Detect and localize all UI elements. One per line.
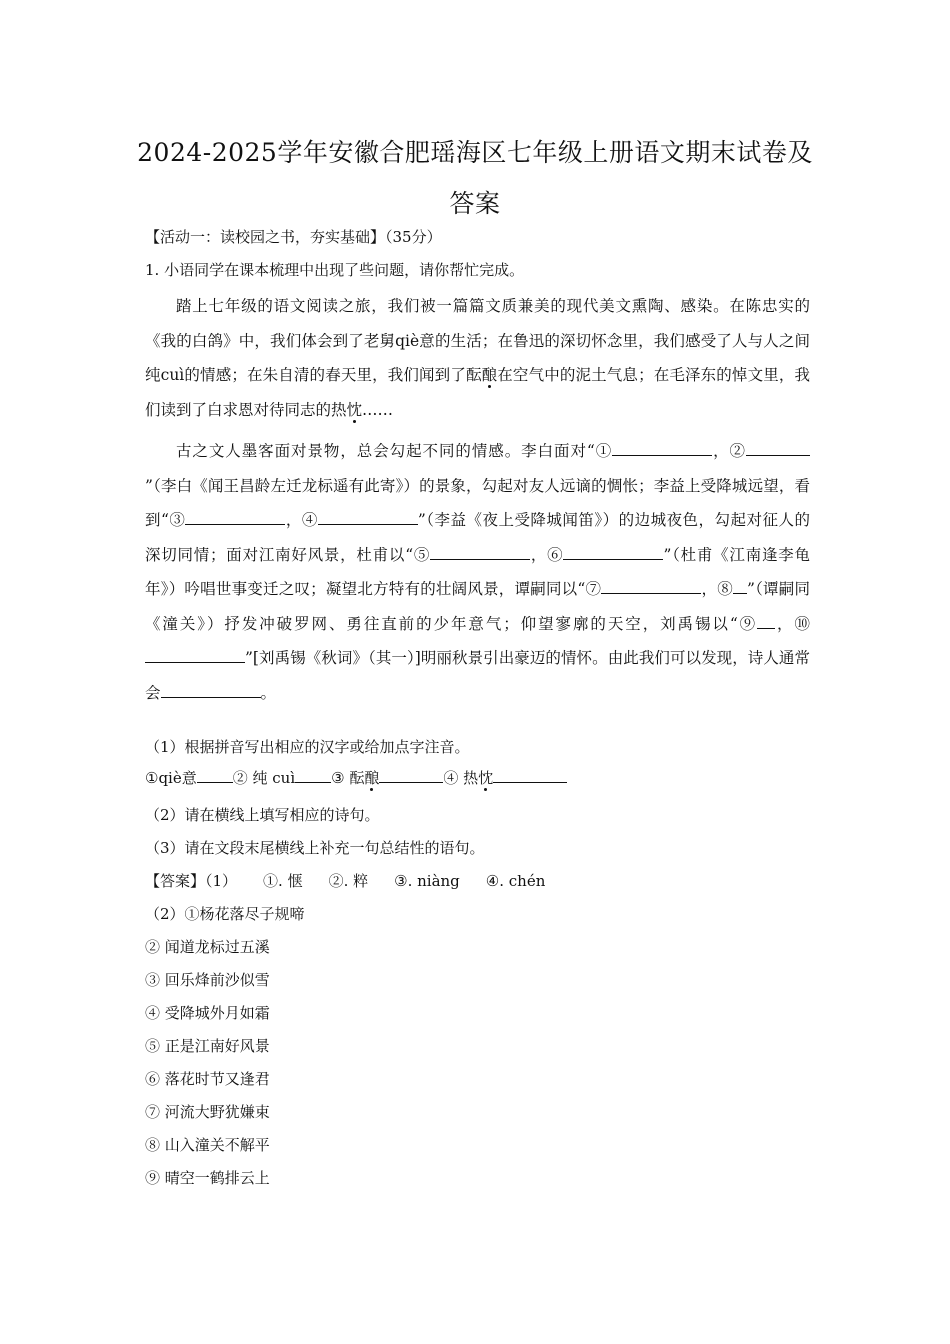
paragraph-1-text-c: …… xyxy=(362,400,394,419)
item-4-blank[interactable] xyxy=(493,766,567,783)
paragraph-2-text-1: 古之文人墨客面对景物，总会勾起不同的情感。李白面对“① xyxy=(176,442,613,460)
item-4-label: ④ 热 xyxy=(443,769,479,787)
paragraph-2-text-12: 。 xyxy=(260,683,277,702)
blank-5[interactable] xyxy=(430,543,530,560)
paragraph-2-text-5: ”（李益《夜上受降城闻笛》）的边城夜色，勾起对征人的深切同情；面对江南好风景，杜甫以“⑤ xyxy=(145,511,810,564)
item-2-blank[interactable] xyxy=(295,766,331,783)
blank-3[interactable] xyxy=(185,508,285,525)
paragraph-2-text-11: ”[刘禹锡《秋词》（其一）]明丽秋景引出豪迈的情怀。由此我们可以发现，诗人通常会 xyxy=(145,649,810,702)
activity-heading: 【活动一：读校园之书，夯实基础】（35分） xyxy=(145,228,442,246)
blank-summary[interactable] xyxy=(161,681,261,698)
blank-9[interactable] xyxy=(757,612,775,629)
blank-10[interactable] xyxy=(145,646,245,663)
answer-line: ⑧ 山入潼关不解平 xyxy=(145,1136,270,1154)
passage-paragraph-2 xyxy=(145,434,810,710)
blank-7[interactable] xyxy=(601,577,701,594)
paragraph-2-text-2: ，② xyxy=(712,442,746,460)
document-title-line-2: 答案 xyxy=(449,189,501,218)
answer-line: ② 闻道龙标过五溪 xyxy=(145,938,270,956)
paragraph-1-text-b: 在空气中的泥土气息；在毛泽东的悼文里，我们读到了白求恩对待同志的热 xyxy=(145,366,810,419)
paragraph-2-text-4: ，④ xyxy=(285,511,318,529)
sub-question-1: （1）根据拼音写出相应的汉字或给加点字注音。 xyxy=(145,738,470,756)
answer-2-head: （2）①杨花落尽子规啼 xyxy=(145,905,305,923)
answer-line: ⑤ 正是江南好风景 xyxy=(145,1037,270,1055)
answer-2: ②. 粹 xyxy=(328,872,369,890)
item-3-label: ③ 酝 xyxy=(331,769,365,787)
sub-question-3: （3）请在文段末尾横线上补充一句总结性的语句。 xyxy=(145,839,485,857)
paragraph-2-text-8: ，⑧ xyxy=(701,580,733,598)
answer-1: ①. 惬 xyxy=(263,872,303,890)
answer-line: ④ 受降城外月如霜 xyxy=(145,1004,270,1022)
paragraph-2-text-3: ”（李白《闻王昌龄左迁龙标遥有此寄》）的景象，勾起对友人远谪的惆怅；李益上受降城远望，看到“③ xyxy=(145,476,810,529)
sub-question-1-items xyxy=(145,766,567,789)
answer-line: ⑦ 河流大野犹嫌束 xyxy=(145,1103,270,1121)
answer-4: ④. chén xyxy=(485,872,546,890)
passage-paragraph-1 xyxy=(145,289,810,427)
item-3-blank[interactable] xyxy=(379,766,443,783)
paragraph-2-text-7: ”（杜甫《江南逢李龟年》）吟唱世事变迁之叹；凝望北方特有的壮阔风景，谭嗣同以“⑦ xyxy=(145,545,810,598)
answer-3: ③. niàng xyxy=(394,872,460,890)
dotted-char-chen: 忱 xyxy=(346,400,363,419)
answer-line: ③ 回乐烽前沙似雪 xyxy=(145,971,270,989)
answer-label: 【答案】（1） xyxy=(145,872,238,890)
item-4-dotted-char: 忱 xyxy=(478,769,494,787)
blank-4[interactable] xyxy=(318,508,418,525)
paragraph-2-text-6: ，⑥ xyxy=(530,545,564,564)
answer-line: ⑥ 落花时节又逢君 xyxy=(145,1070,270,1088)
paragraph-2-text-9: ”（谭嗣同《潼关》）抒发冲破罗网、勇往直前的少年意气；仰望寥廓的天空，刘禹锡以“⑨ xyxy=(145,580,810,633)
question-1-stem: 1. 小语同学在课本梳理中出现了些问题，请你帮忙完成。 xyxy=(145,261,525,279)
item-3-dotted-char: 酿 xyxy=(364,769,380,787)
dotted-char-niang: 酿 xyxy=(481,366,498,384)
blank-1[interactable] xyxy=(612,439,712,456)
item-1-blank[interactable] xyxy=(197,766,233,783)
answer-line-1 xyxy=(145,870,545,892)
document-title-line-1: 2024-2025学年安徽合肥瑶海区七年级上册语文期末试卷及 xyxy=(137,138,813,167)
item-1-label: ①qiè意 xyxy=(145,769,197,787)
blank-6[interactable] xyxy=(563,543,663,560)
blank-8[interactable] xyxy=(733,577,747,594)
blank-2[interactable] xyxy=(746,439,810,456)
answer-line: ⑨ 晴空一鹤排云上 xyxy=(145,1169,270,1187)
item-2-label: ② 纯 cuì xyxy=(232,769,296,787)
paragraph-2-text-10: ，⑩ xyxy=(775,614,810,633)
paragraph-1-text-a: 踏上七年级的语文阅读之旅，我们被一篇篇文质兼美的现代美文熏陶、感染。在陈忠实的《我的白鸽》中，我们体会到了老舅qiè意的生活；在鲁迅的深切怀念里，我们感受了人与人之间纯cuì的情感；在朱自清的春天里，我们闻到了酝 xyxy=(145,297,810,384)
sub-question-2: （2）请在横线上填写相应的诗句。 xyxy=(145,806,380,824)
